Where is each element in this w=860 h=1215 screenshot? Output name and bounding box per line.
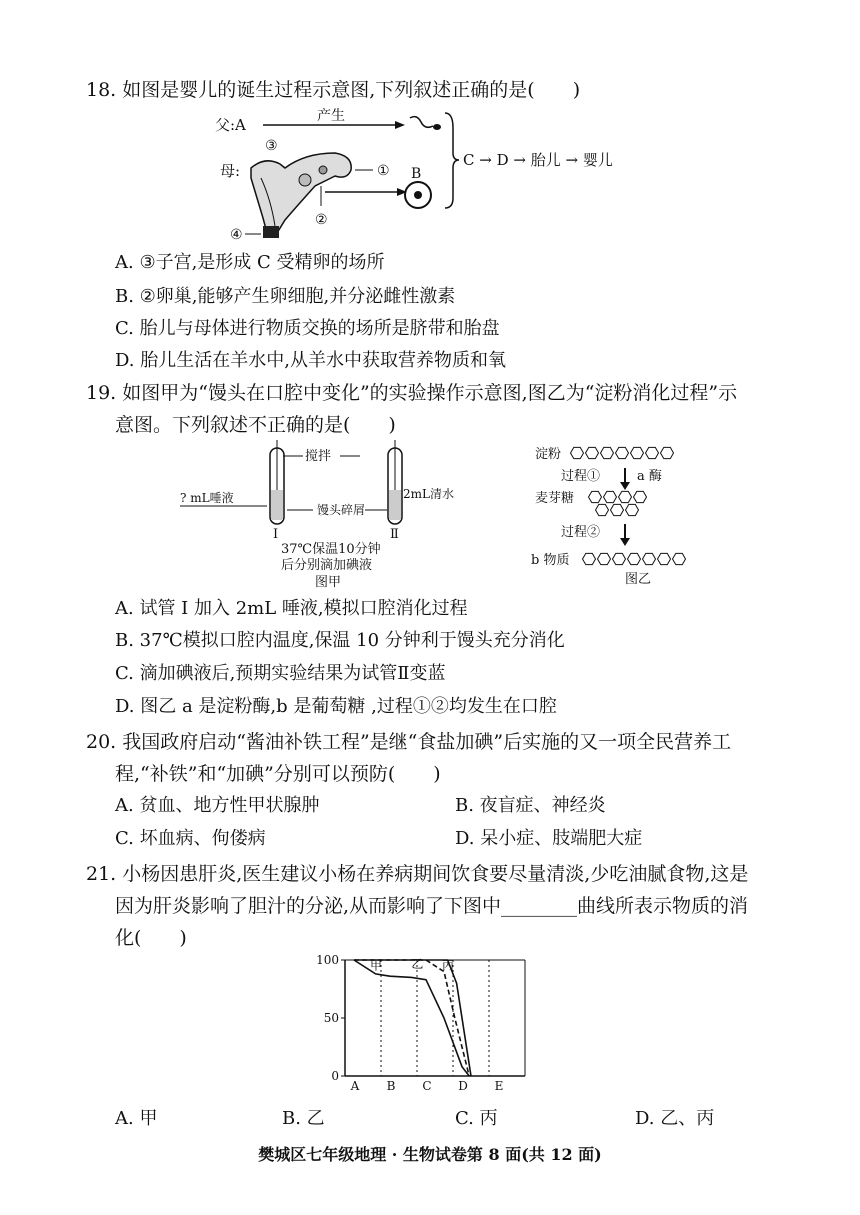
q18-stem: 18. 如图是婴儿的诞生过程示意图,下列叙述正确的是( ) bbox=[86, 79, 581, 101]
glucose-unit bbox=[583, 553, 596, 564]
mother-label: 母: bbox=[220, 162, 241, 180]
enzyme-a-label: a 酶 bbox=[637, 469, 662, 484]
q19-figure-yi bbox=[525, 440, 705, 588]
y-tick-label: 50 bbox=[323, 1011, 339, 1025]
page-footer: 樊城区七年级地理 · 生物试卷第 8 面(共 12 面) bbox=[258, 1145, 602, 1164]
glucose-unit bbox=[619, 491, 632, 502]
uterus-shape bbox=[251, 153, 351, 233]
x-tick-label: B bbox=[386, 1079, 396, 1093]
series-label: 丙 bbox=[442, 958, 455, 973]
sperm-icon bbox=[410, 117, 433, 128]
x-tick-label: D bbox=[458, 1079, 468, 1093]
glucose-unit bbox=[601, 447, 614, 458]
q18-option-a: A. ③子宫,是形成 C 受精卵的场所 bbox=[115, 252, 385, 273]
y-tick-label: 0 bbox=[331, 1069, 339, 1083]
q20-option-b: B. 夜盲症、神经炎 bbox=[455, 795, 606, 816]
glucose-unit bbox=[646, 447, 659, 458]
crumbs-label: 馒头碎屑 bbox=[317, 503, 366, 517]
substance-b-label: b 物质 bbox=[531, 553, 570, 568]
q21-option-c: C. 丙 bbox=[455, 1108, 498, 1129]
x-tick-label: C bbox=[422, 1079, 432, 1093]
q20-option-d: D. 呆小症、肢端肥大症 bbox=[455, 828, 643, 849]
q18-option-c: C. 胎儿与母体进行物质交换的场所是脐带和胎盘 bbox=[115, 318, 500, 339]
q21-stem-line1: 21. 小杨因患肝炎,医生建议小杨在养病期间饮食要尽量清淡,少吃油腻食物,这是 bbox=[86, 863, 749, 885]
n4-label: ④ bbox=[230, 227, 243, 243]
starch-label: 淀粉 bbox=[535, 447, 562, 462]
process-1-label: 过程① bbox=[561, 469, 601, 484]
q20-option-a: A. 贫血、地方性甲状腺肿 bbox=[115, 795, 320, 816]
brace bbox=[445, 113, 459, 208]
tube-1-label: I bbox=[273, 527, 279, 542]
jia-caption: 图甲 bbox=[315, 575, 342, 590]
saliva-label: ? mL唾液 bbox=[180, 491, 234, 505]
x-tick-label: E bbox=[494, 1079, 504, 1093]
q19-option-a: A. 试管 I 加入 2mL 唾液,模拟口腔消化过程 bbox=[115, 598, 468, 619]
series-label: 乙 bbox=[411, 957, 424, 972]
q20-stem-line2: 程,“补铁”和“加碘”分别可以预防( ) bbox=[115, 763, 441, 785]
jia-note-2: 后分别滴加碘液 bbox=[281, 558, 373, 573]
glucose-unit bbox=[596, 504, 609, 515]
n4-marker bbox=[263, 226, 279, 238]
q18-option-d: D. 胎儿生活在羊水中,从羊水中获取营养物质和氧 bbox=[115, 350, 506, 371]
yi-caption: 图乙 bbox=[625, 572, 652, 587]
glucose-unit bbox=[616, 447, 629, 458]
series-line bbox=[354, 960, 469, 1076]
q21-option-a: A. 甲 bbox=[115, 1108, 158, 1129]
maltose-chain bbox=[589, 491, 647, 515]
starch-chain bbox=[571, 447, 674, 458]
q20-stem-line1: 20. 我国政府启动“酱油补铁工程”是继“食盐加碘”后实施的又一项全民营养工 bbox=[86, 731, 732, 753]
process-2-label: 过程② bbox=[561, 525, 601, 540]
q21-stem-line3: 化( ) bbox=[115, 927, 187, 949]
glucose-unit bbox=[643, 553, 656, 564]
n3-label: ③ bbox=[265, 138, 278, 154]
q19-stem-line1: 19. 如图甲为“馒头在口腔中变化”的实验操作示意图,图乙为“淀粉消化过程”示 bbox=[86, 382, 738, 404]
glucose-unit bbox=[611, 504, 624, 515]
glucose-unit bbox=[631, 447, 644, 458]
glucose-unit bbox=[658, 553, 671, 564]
flow-text: C → D → 胎儿 → 婴儿 bbox=[463, 151, 613, 169]
water-label: 2mL清水 bbox=[403, 487, 454, 501]
glucose-unit bbox=[604, 491, 617, 502]
q19-option-b: B. 37℃模拟口腔内温度,保温 10 分钟利于馒头充分消化 bbox=[115, 630, 565, 651]
y-tick-label: 100 bbox=[316, 953, 339, 967]
x-tick-label: A bbox=[350, 1079, 360, 1093]
tube-2-label: Ⅱ bbox=[390, 527, 399, 542]
glucose-unit bbox=[661, 447, 674, 458]
series-label: 甲 bbox=[370, 958, 383, 973]
q18-figure bbox=[205, 108, 665, 248]
jia-note-1: 37℃保温10分钟 bbox=[281, 542, 381, 557]
n1-label: ① bbox=[377, 163, 390, 179]
father-label: 父:A bbox=[215, 116, 246, 134]
q20-option-c: C. 坏血病、佝偻病 bbox=[115, 828, 266, 849]
glucose-chain bbox=[583, 553, 686, 564]
n2-label: ② bbox=[315, 212, 328, 228]
q19-option-c: C. 滴加碘液后,预期实验结果为试管Ⅱ变蓝 bbox=[115, 663, 446, 684]
glucose-unit bbox=[598, 553, 611, 564]
q19-figure-jia bbox=[175, 440, 495, 590]
produce-label: 产生 bbox=[317, 108, 345, 124]
stir-label: 搅拌 bbox=[305, 449, 332, 464]
q21-stem-line2: 因为肝炎影响了胆汁的分泌,从而影响了下图中________曲线所表示物质的消 bbox=[115, 895, 749, 917]
glucose-unit bbox=[673, 553, 686, 564]
glucose-unit bbox=[589, 491, 602, 502]
glucose-unit bbox=[586, 447, 599, 458]
glucose-unit bbox=[634, 491, 647, 502]
maltose-label: 麦芽糖 bbox=[535, 491, 575, 506]
q18-option-b: B. ②卵巢,能够产生卵细胞,并分泌雌性激素 bbox=[115, 286, 456, 307]
glucose-unit bbox=[571, 447, 584, 458]
q21-option-d: D. 乙、丙 bbox=[635, 1108, 715, 1129]
glucose-unit bbox=[628, 553, 641, 564]
q19-stem-line2: 意图。下列叙述不正确的是( ) bbox=[115, 414, 396, 436]
digestion-chart bbox=[315, 950, 555, 1100]
b-label: B bbox=[411, 166, 422, 182]
q21-option-b: B. 乙 bbox=[282, 1108, 325, 1129]
glucose-unit bbox=[626, 504, 639, 515]
glucose-unit bbox=[613, 553, 626, 564]
q19-option-d: D. 图乙 a 是淀粉酶,b 是葡萄糖 ,过程①②均发生在口腔 bbox=[115, 696, 557, 717]
